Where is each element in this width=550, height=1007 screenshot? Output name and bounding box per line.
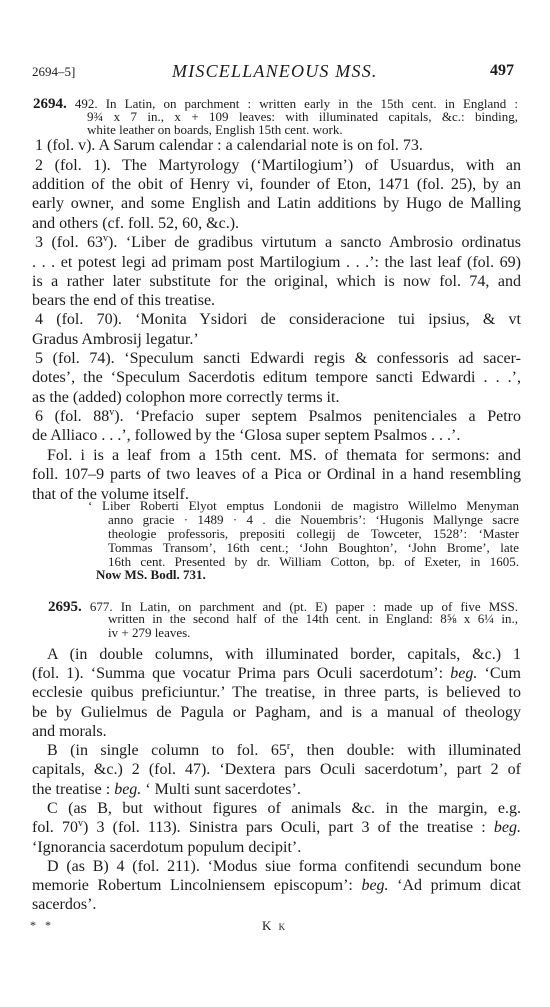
line-text: fol. 70	[32, 819, 78, 836]
line-text: dotes’, the ‘Speculum Sacerdotis editum tempore sancti Edwardi . . .’,	[32, 369, 521, 386]
entry-text-line	[32, 426, 521, 445]
folio-side-superscript: v	[77, 818, 83, 829]
line-text: 1 (fol. v). A Sarum calendar : a calendarial note is on fol. 73.	[35, 137, 423, 154]
entry-text-line	[32, 838, 521, 857]
entry-text-line	[32, 760, 521, 779]
line-text: D (as B) 4 (fol. 211). ‘Modus siue forma confitendi secundum bone	[47, 858, 521, 875]
entry-text-line	[32, 895, 521, 914]
line-text: , then double: with illuminated	[290, 742, 521, 759]
entry-text-line	[32, 291, 521, 310]
signature-mark: K k	[262, 918, 288, 933]
line-text: sacerdos’.	[32, 896, 97, 913]
line-text: memorie Robertum Lincolniensem episcopum’:	[32, 877, 362, 894]
entry-text-line	[35, 233, 521, 252]
line-text: early owner, and some English and Latin additions by Hugo de Malling	[32, 195, 521, 212]
line-text: anno gracie · 1489 · 4 . die Nouembris’: ‘Hugonis Mallynge sacre	[108, 512, 519, 527]
line-text: foll. 107–9 parts of two leaves of a Pica or Ordinal in a hand resembling	[32, 466, 521, 483]
line-text: Tommas Transom’, 16th cent.; ‘John Boughton’, ‘John Brome’, late	[108, 540, 519, 555]
provenance-line	[108, 541, 519, 555]
entry-text-line	[47, 446, 521, 465]
entry-text-line	[35, 349, 521, 368]
line-text: ). ‘Prefacio super septem Psalmos penitenciales a Petro	[114, 408, 521, 425]
folio-side-superscript: v	[109, 407, 115, 418]
line-text: capitals, &c.) 2 (fol. 47). ‘Dextera pars Oculi sacerdotum’, part 2 of	[32, 761, 521, 778]
line-text: theologie professoris, prepositi collegij de Towceter, 1528’: ‘Master	[108, 526, 519, 541]
entry-text-line	[32, 388, 521, 407]
provenance-line	[108, 527, 519, 541]
shelfmark: Now MS. Bodl. 731.	[96, 567, 206, 582]
provenance-line	[108, 513, 519, 527]
line-text: be by Gulielmus de Pagula or Pagham, and is a manual of theology	[32, 704, 521, 721]
incipit-abbreviation: beg.	[114, 781, 142, 798]
line-text: de Alliaco . . .’, followed by the ‘Glosa super septem Psalmos . . .’.	[32, 427, 461, 444]
folio-side-superscript: r	[286, 741, 291, 752]
entry-text-line	[32, 194, 521, 213]
line-text: bears the end of this treatise.	[32, 292, 216, 309]
entry-text-line	[47, 741, 521, 760]
line-text: Fol. i is a leaf from a 15th cent. MS. of themata for sermons: and	[47, 447, 521, 464]
entry-text-line	[32, 465, 521, 484]
incipit-abbreviation: beg.	[361, 877, 389, 894]
incipit-abbreviation: beg.	[493, 819, 521, 836]
page-number: 497	[490, 62, 514, 79]
running-head-section: 2694–5]	[32, 64, 76, 79]
entry-text-line	[32, 703, 521, 722]
line-text: and morals.	[32, 723, 107, 740]
entry-text-line	[47, 645, 521, 664]
entry-text-line	[32, 818, 521, 837]
running-head-title: MISCELLANEOUS MSS.	[172, 61, 378, 81]
entry-text-line	[32, 253, 521, 272]
line-text: ecclesie quibus preficiuntur.’ The treatise, in three parts, is believed to	[32, 684, 521, 701]
entry-text-line	[32, 876, 521, 895]
entry-text-line	[35, 310, 521, 329]
line-text: ). ‘Liber de gradibus virtutum a sancto Ambrosio ordinatus	[108, 234, 521, 251]
line-text: 677. In Latin, on parchment and (pt. E) paper : made up of five MSS.	[89, 599, 519, 614]
line-text: addition of the obit of Henry vi, founder of Eton, 1471 (fol. 25), by an	[32, 176, 521, 193]
line-text: ‘Ad primum dicat	[388, 877, 522, 894]
line-text: ) 3 (fol. 113). Sinistra pars Oculi, part 3 of the treatise :	[82, 819, 494, 836]
line-text: A (in double columns, with illuminated border, capitals, &c.) 1	[47, 646, 521, 663]
line-text: 6 (fol. 88	[35, 408, 110, 425]
line-text: 492. In Latin, on parchment : written early in the 15th cent. in England :	[74, 96, 518, 111]
entry-text-line	[32, 368, 521, 387]
provenance-line	[88, 499, 519, 513]
entry-number: 2694.	[33, 96, 67, 112]
entry-text-line	[32, 175, 521, 194]
entry-description-line	[108, 612, 518, 626]
entry-description-line	[108, 626, 518, 640]
line-text: the treatise :	[32, 781, 115, 798]
line-text: 16th cent. Presented by dr. William Cotton, bp. of Exeter, in 1605.	[108, 554, 519, 569]
line-text: C (as B, but without figures of animals &c. in the margin, e.g.	[47, 800, 521, 817]
line-text: ‘ Liber Roberti Elyot emptus Londonii de magistro Willelmo Menyman	[88, 498, 519, 513]
line-text: written in the second half of the 14th cent. in England: 8⅝ x 6¼ in.,	[108, 611, 518, 626]
line-text: 2 (fol. 1). The Martyrology (‘Martilogium’) of Usuardus, with an	[35, 157, 521, 174]
entry-description-line	[87, 123, 518, 137]
line-text: (fol. 1). ‘Summa que vocatur Prima pars Oculi sacerdotum’:	[32, 665, 451, 682]
entry-text-line	[47, 799, 521, 818]
line-text: and others (cf. foll. 52, 60, &c.).	[32, 215, 240, 232]
entry-text-line	[35, 407, 521, 426]
line-text: Gradus Ambrosij legatur.’	[32, 331, 199, 348]
line-text: B (in single column to fol. 65	[47, 742, 287, 759]
entry-text-line	[35, 156, 521, 175]
entry-text-line	[32, 214, 521, 233]
line-text: 9¾ x 7 in., x + 109 leaves: with illuminated capitals, &c.: binding,	[87, 109, 518, 124]
line-text: white leather on boards, English 15th cent. work.	[87, 122, 343, 137]
entry-number: 2695.	[48, 599, 82, 615]
footer-mark: * *	[30, 918, 54, 932]
line-text: ‘ Multi sunt sacerdotes’.	[141, 781, 301, 798]
line-text: 3 (fol. 63	[35, 234, 104, 251]
line-text: 5 (fol. 74). ‘Speculum sancti Edwardi regis & confessoris ad sacer-	[35, 350, 521, 367]
line-text: ‘Ignorancia sacerdotum populum decipit’.	[32, 839, 302, 856]
entry-text-line	[32, 683, 521, 702]
entry-text-line	[32, 272, 521, 291]
entry-text-line	[32, 664, 521, 683]
folio-side-superscript: v	[103, 233, 109, 244]
entry-text-line	[32, 780, 521, 799]
entry-text-line	[47, 857, 521, 876]
line-text: that of the volume itself.	[32, 486, 189, 503]
line-text: 4 (fol. 70). ‘Monita Ysidori de consideracione tui ipsius, & vt	[35, 311, 521, 328]
line-text: ‘Cum	[477, 665, 521, 682]
entry-text-line	[32, 330, 521, 349]
line-text: . . . et potest legi ad primam post Martilogium . . .’: the last leaf (fol. 69)	[32, 254, 521, 271]
line-text: iv + 279 leaves.	[108, 625, 191, 640]
entry-text-line	[32, 722, 521, 741]
line-text: as the (added) colophon more correctly terms it.	[32, 389, 340, 406]
entry-text-line	[35, 136, 521, 155]
line-text: is a rather later substitute for the original, which is now fol. 74, and	[32, 273, 521, 290]
incipit-abbreviation: beg.	[450, 665, 478, 682]
